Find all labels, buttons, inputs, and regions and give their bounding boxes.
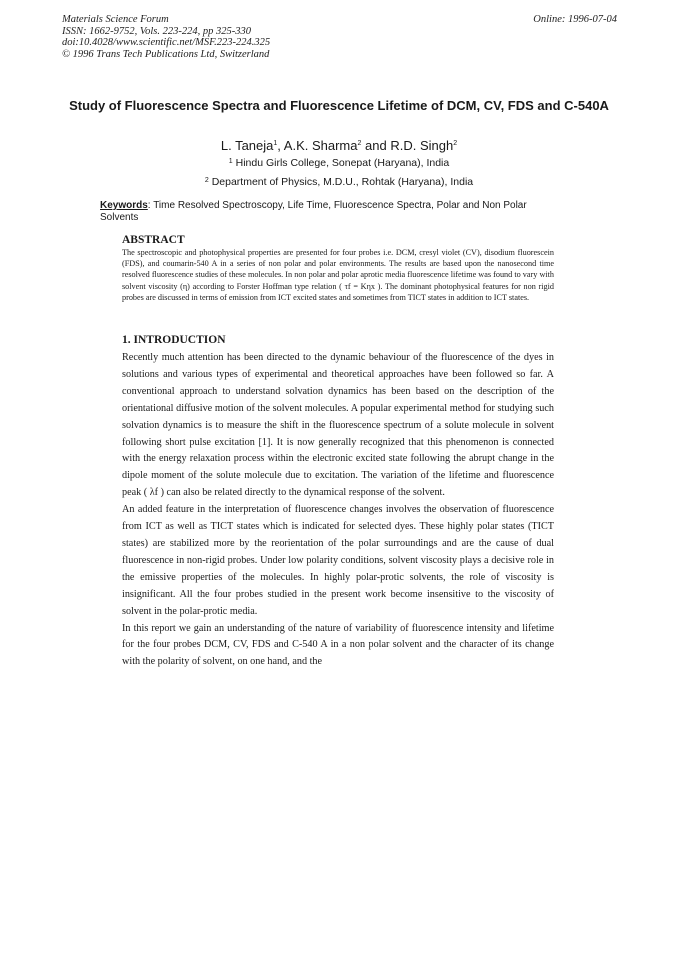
keywords-label: Keywords [100, 200, 148, 211]
relation-formula: τf = Kηx [344, 281, 375, 291]
affiliation-mark: 2 [204, 177, 209, 184]
paragraph [122, 350, 554, 502]
issn-line: ISSN: 1662-9752, Vols. 223-224, pp 325-330 [62, 25, 251, 37]
author-affiliation-mark: 1 [273, 140, 278, 147]
abstract-text: The spectroscopic and photophysical properties are presented for four probes i.e. DCM, cresyl violet (CV), disodium fluorescein (FDS), and coumarin-540 A in a series of non polar and polar environments. The results are based upon the nanosecond time resolved fluorescence studies of these molecules. In non polar and polar aprotic media fluorescence lifetime was found to vary with solvent viscosity (η) according to Forster Hoffman type relation ( [122, 248, 554, 291]
paragraph: An added feature in the interpretation of fluorescence changes involves the observation of fluorescence from ICT as well as TICT states which is indicated for selected dyes. These highly polar states (TICT states) are stabilized more by the reorientation of the polar surroundings and are the cause of dual fluorescence in non-rigid probes. Under low polarity conditions, solvent viscosity plays a decisive role in the emissive properties of the molecules. In highly polar-protic solvents, the role of viscosity is insignificant. All the four probes studied in the present work become insensitive to the viscosity of solvent in the polar-protic media. [122, 504, 554, 617]
affiliation-text: Hindu Girls College, Sonepat (Haryana), India [235, 157, 450, 169]
paragraph: In this report we gain an understanding of the nature of variability of fluorescence intensity and lifetime for the four probes DCM, CV, FDS and C-540 A in a non polar solvent and the character of its change with the polarity of solvent, on one hand, and the [122, 622, 554, 668]
abstract-body [122, 247, 554, 303]
online-date: Online: 1996-07-04 [533, 14, 617, 25]
author-line: L. Taneja$^1$, A.K. Sharma$^2$ and R.D. Singh$^2$ [220, 138, 458, 153]
author-affiliation-mark: 2 [357, 140, 362, 147]
author-name: R.D. Singh [390, 138, 454, 153]
abstract-section [122, 234, 554, 303]
paper-title: Study of Fluorescence Spectra and Fluorescence Lifetime of DCM, CV, FDS and C-540A [69, 98, 609, 113]
introduction-heading: 1. INTRODUCTION [122, 334, 226, 346]
author-name: L. Taneja [220, 138, 274, 153]
doi-line: doi:10.4028/www.scientific.net/MSF.223-224.325 [62, 37, 271, 48]
abstract-text: ). The dominant photophysical features for non rigid probes are discussed in terms of emission from ICT excited states and sometimes from TICT states in addition to ICT states. [122, 281, 554, 302]
abstract-heading: ABSTRACT [122, 234, 185, 246]
author-affiliation-mark: 2 [453, 140, 458, 147]
lambda-symbol: λf [149, 487, 159, 499]
journal-name: Materials Science Forum [62, 14, 169, 25]
affiliation-mark: 1 [228, 158, 233, 165]
keywords-text: Time Resolved Spectroscopy, Life Time, Fluorescence Spectra, Polar and Non Polar Solvents [100, 200, 527, 223]
affiliation-text: Department of Physics, M.D.U., Rohtak (Haryana), India [211, 176, 474, 188]
copyright-line: © 1996 Trans Tech Publications Ltd, Switzerland [62, 48, 270, 60]
paragraph-text: ) can also be related directly to the dynamical response of the solvent. [160, 487, 445, 499]
keywords: Keywords: Time Resolved Spectroscopy, Life Time, Fluorescence Spectra, Polar and Non Polar Solvents [100, 200, 527, 223]
paragraph-text: Recently much attention has been directed to the dynamic behaviour of the fluorescence of the dyes in solutions and various types of experimental and theoretical approaches have been followed so far. A conventional approach to understand solvation dynamics has been based on the description of the orientational diffusive motion of the solvent molecules. A popular experimental method for studying such solvation dynamics is to measure the shift in the fluorescence spectrum of a solute molecule in solvent following short pulse excitation [1]. It is now generally recognized that this phenomenon is connected with the energy relaxation process within the electronic excited state following the abrupt change in the dipole moment of the solute molecule due to excitation. The variation of the lifetime and fluorescence peak ( [122, 352, 554, 499]
author-name: A.K. Sharma [283, 138, 358, 153]
journal-header [62, 14, 617, 60]
affiliation-1 [60, 157, 618, 170]
affiliation-2 [60, 176, 618, 189]
introduction-section [122, 333, 554, 671]
author-conjunction: and [365, 138, 387, 153]
